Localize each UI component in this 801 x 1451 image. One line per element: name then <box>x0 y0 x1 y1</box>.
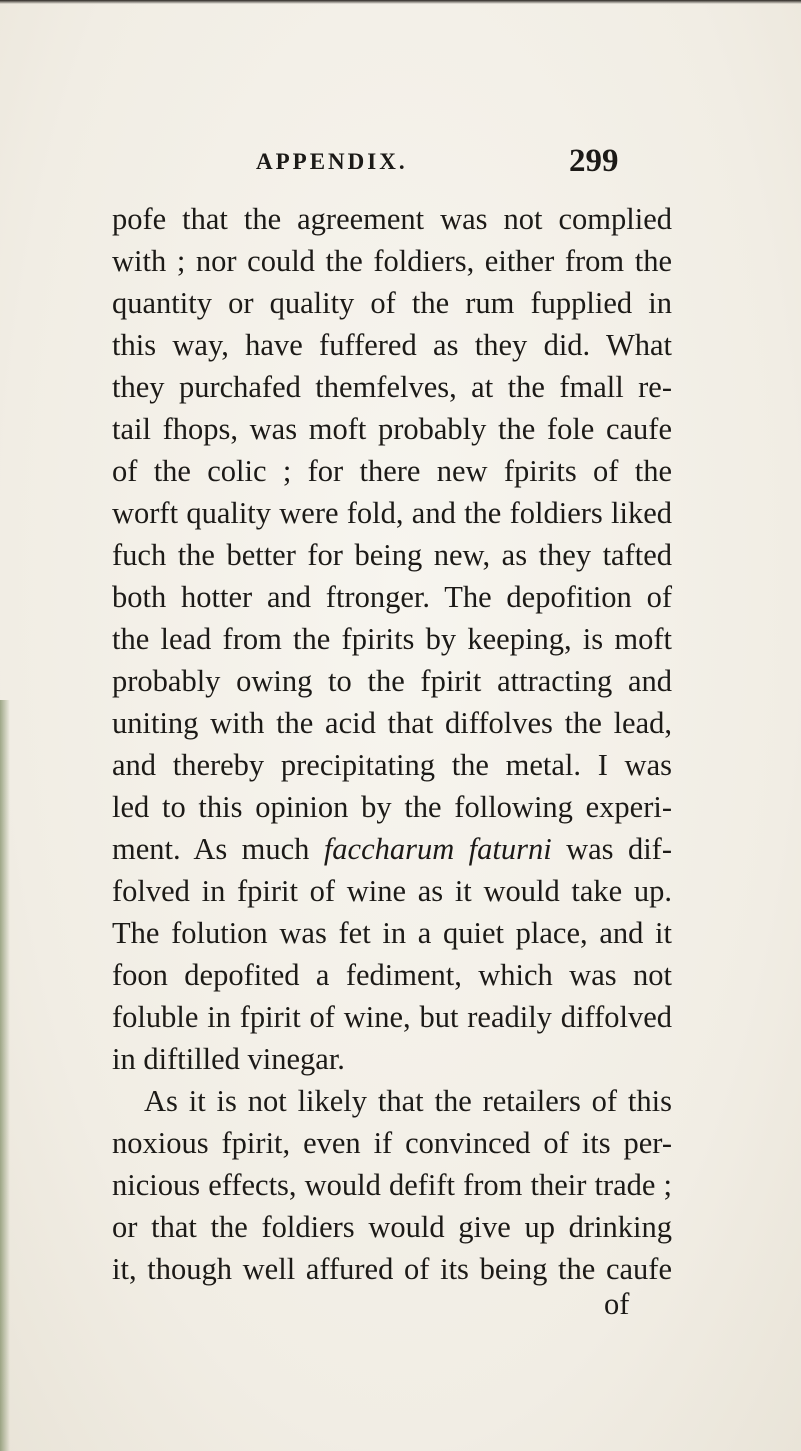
text-line: uniting with the acid that diffolves the lead, <box>112 706 672 740</box>
text-line: foluble in fpirit of wine, but readily diffolved <box>112 1000 672 1034</box>
text-line: both hotter and ftronger. The depofition of <box>112 580 672 614</box>
text-line: this way, have fuffered as they did. What <box>112 328 672 362</box>
text-line: it, though well affured of its being the caufe <box>112 1252 672 1286</box>
running-head <box>0 143 801 183</box>
page-number: 299 <box>569 143 619 179</box>
page-binding-stain <box>0 700 10 1451</box>
text-line: of the colic ; for there new fpirits of the <box>112 454 672 488</box>
italic-phrase: faccharum faturni <box>323 832 552 866</box>
text-line-with-italic <box>112 828 672 870</box>
text-line: quantity or quality of the rum fupplied in <box>112 286 672 320</box>
text-line: noxious fpirit, even if convinced of its per- <box>112 1126 672 1160</box>
text-line: worft quality were fold, and the foldiers liked <box>112 496 672 530</box>
text-line: The folution was fet in a quiet place, and it <box>112 916 672 950</box>
text-line: As it is not likely that the retailers of this <box>144 1084 672 1118</box>
catchword: of <box>604 1287 630 1321</box>
text-line: pofe that the agreement was not complied <box>112 202 672 236</box>
running-title: APPENDIX. <box>256 149 408 174</box>
text-line: or that the foldiers would give up drinking <box>112 1210 672 1244</box>
text-line: folved in fpirit of wine as it would take up. <box>112 874 672 908</box>
text-line: fuch the better for being new, as they tafted <box>112 538 672 572</box>
text-line: led to this opinion by the following experi- <box>112 790 672 824</box>
text-segment: ment. As much <box>112 832 310 866</box>
text-line: the lead from the fpirits by keeping, is moft <box>112 622 672 656</box>
text-line: nicious effects, would defift from their trade ; <box>112 1168 672 1202</box>
text-line: and thereby precipitating the metal. I was <box>112 748 672 782</box>
text-line: foon depofited a fediment, which was not <box>112 958 672 992</box>
text-line: in diftilled vinegar. <box>112 1042 345 1076</box>
text-segment: was dif- <box>566 832 672 866</box>
text-line: tail fhops, was moft probably the fole caufe <box>112 412 672 446</box>
text-line: probably owing to the fpirit attracting and <box>112 664 672 698</box>
text-line: with ; nor could the foldiers, either from the <box>112 244 672 278</box>
text-line: they purchafed themfelves, at the fmall re- <box>112 370 672 404</box>
page-top-edge-shadow <box>0 0 801 4</box>
